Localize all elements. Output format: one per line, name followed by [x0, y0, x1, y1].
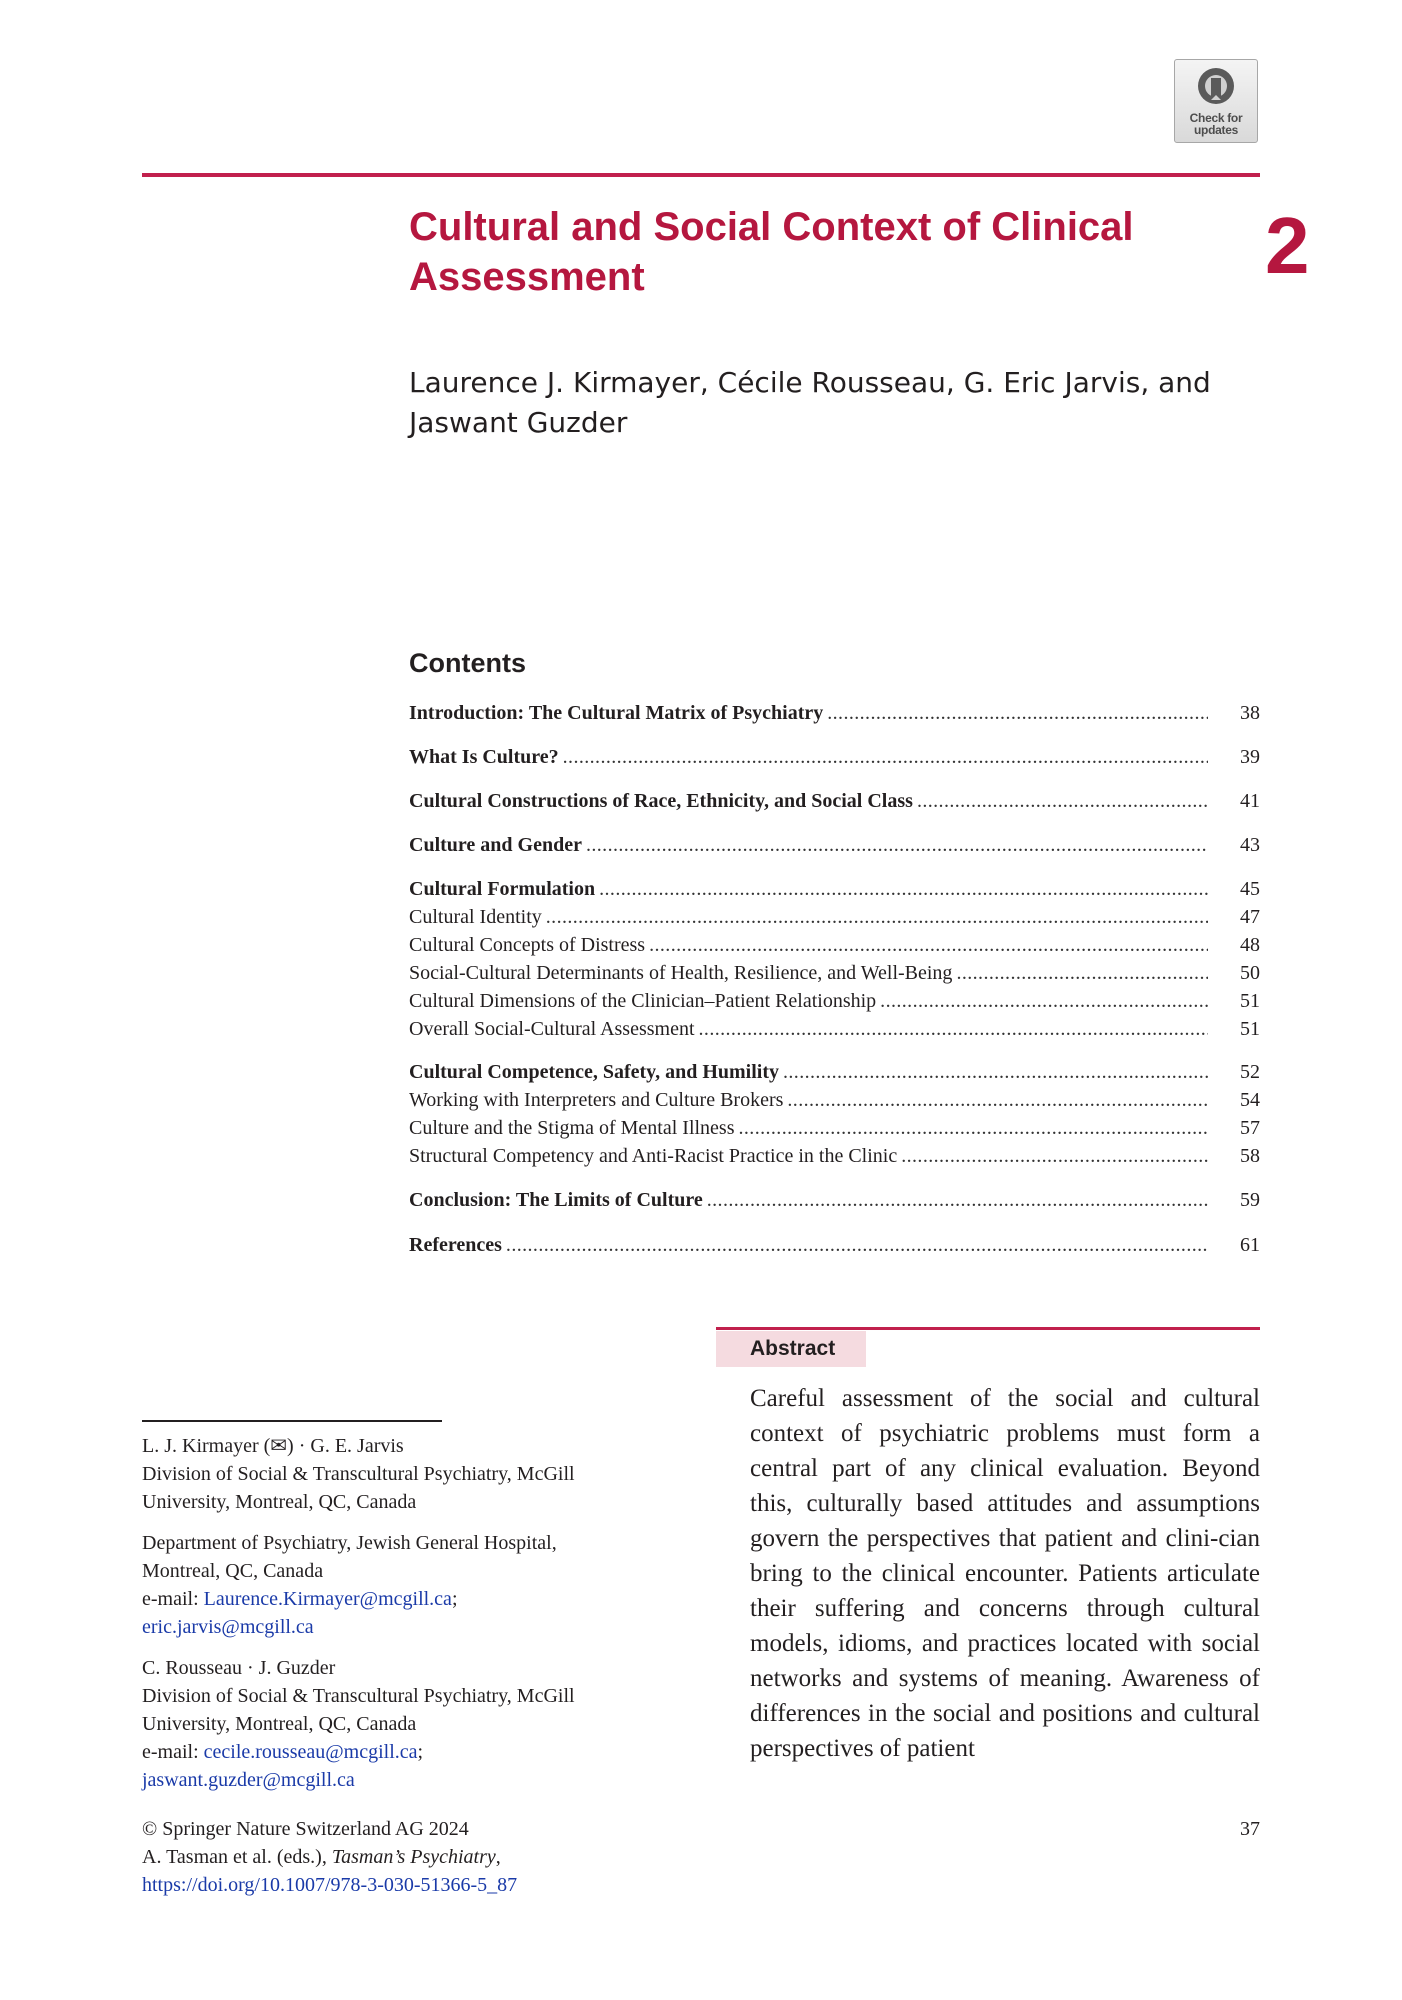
toc-entry[interactable] [409, 903, 1260, 931]
toc-entry-label: Cultural Constructions of Race, Ethnicity, and Social Class [409, 790, 913, 812]
badge-line-1: Check for [1189, 111, 1243, 125]
chapter-title: Cultural and Social Context of Clinical Assessment [409, 205, 1134, 299]
crossmark-icon [1196, 66, 1236, 106]
affiliation-block [142, 1654, 662, 1794]
toc-entry-label: Conclusion: The Limits of Culture [409, 1189, 703, 1211]
toc-entry-page: 50 [1240, 962, 1260, 984]
toc-entry-page: 51 [1240, 990, 1260, 1012]
toc-leader [739, 1114, 1209, 1142]
top-divider [142, 173, 1260, 177]
abstract-label: Abstract [716, 1331, 866, 1367]
toc-entry-label: Introduction: The Cultural Matrix of Psychiatry [409, 702, 824, 724]
toc-entry-page: 54 [1240, 1089, 1260, 1111]
email-prefix: e-mail: [142, 1741, 204, 1763]
toc-entry[interactable] [409, 875, 1260, 903]
toc-entry[interactable] [409, 1231, 1260, 1259]
toc-entry-label: Overall Social-Cultural Assessment [409, 1018, 695, 1040]
toc-leader [586, 831, 1208, 859]
toc-leader [563, 743, 1208, 771]
toc-entry-page: 41 [1240, 790, 1260, 812]
toc-entry-label: Working with Interpreters and Culture Brokers [409, 1089, 784, 1111]
toc-entry[interactable] [409, 787, 1260, 815]
toc-entry[interactable] [409, 1142, 1260, 1170]
affiliation-line: Department of Psychiatry, Jewish General Hospital, [142, 1532, 557, 1554]
toc-leader [699, 1015, 1208, 1043]
toc-entry-page: 52 [1240, 1061, 1260, 1083]
toc-leader [827, 699, 1208, 727]
abstract-divider [716, 1327, 1260, 1330]
email-link[interactable]: cecile.rousseau@mcgill.ca [203, 1741, 418, 1763]
toc-leader [783, 1058, 1208, 1086]
affiliation-line: Division of Social & Transcultural Psychiatry, McGill [142, 1685, 575, 1707]
toc-entry[interactable] [409, 1114, 1260, 1142]
toc-entry-label: Cultural Identity [409, 906, 542, 928]
email-line [142, 1738, 662, 1766]
toc-entry-page: 58 [1240, 1145, 1260, 1167]
toc-entry[interactable] [409, 931, 1260, 959]
toc-entry-page: 48 [1240, 934, 1260, 956]
toc-entry-page: 47 [1240, 906, 1260, 928]
toc-entry-label: Cultural Dimensions of the Clinician–Patient Relationship [409, 990, 877, 1012]
affiliation-line: University, Montreal, QC, Canada [142, 1491, 417, 1513]
badge-line-2: updates [1194, 123, 1238, 137]
affiliation-authors: L. J. Kirmayer (✉) · G. E. Jarvis [142, 1435, 404, 1457]
doi-link[interactable]: https://doi.org/10.1007/978-3-030-51366-5_87 [142, 1874, 518, 1896]
affiliation-block [142, 1529, 662, 1641]
abstract-text: Careful assessment of the social and cultural context of psychiatric problems must form a central part of any clinical evaluation. Beyond this, culturally based attitudes and assumptions govern the perspectives that patient and clini-cian bring to the clinical encounter. Patients articulate their suffering and concerns through cultural models, idioms, and practices located with social networks and systems of meaning. Awareness of differences in the social and positions and cultural perspectives of patient [750, 1385, 1260, 1762]
toc-entry-page: 59 [1240, 1189, 1260, 1211]
affiliation-authors: C. Rousseau · J. Guzder [142, 1657, 336, 1679]
toc-entry-label: References [409, 1234, 502, 1256]
toc-entry[interactable] [409, 1058, 1260, 1086]
chapter-authors: Laurence J. Kirmayer, Cécile Rousseau, G. Eric Jarvis, and Jaswant Guzder [409, 366, 1211, 439]
toc-entry-label: Cultural Competence, Safety, and Humility [409, 1061, 779, 1083]
email-prefix: e-mail: [142, 1588, 204, 1610]
citation-prefix: A. Tasman et al. (eds.), [142, 1846, 332, 1868]
toc-leader [649, 931, 1208, 959]
email-link[interactable]: Laurence.Kirmayer@mcgill.ca [203, 1588, 452, 1610]
copyright-line: © Springer Nature Switzerland AG 2024 [142, 1818, 469, 1840]
email-link[interactable]: eric.jarvis@mcgill.ca [142, 1616, 314, 1638]
toc-entry-label: Structural Competency and Anti-Racist Practice in the Clinic [409, 1145, 898, 1167]
citation-title: Tasman’s Psychiatry [331, 1846, 496, 1868]
citation-line [142, 1843, 842, 1871]
toc-entry[interactable] [409, 1086, 1260, 1114]
toc-entry[interactable] [409, 699, 1260, 727]
affiliation-line: Montreal, QC, Canada [142, 1560, 324, 1582]
toc-leader [599, 875, 1208, 903]
toc-entry-page: 57 [1240, 1117, 1260, 1139]
chapter-number: 2 [1265, 201, 1310, 290]
email-line [142, 1585, 662, 1613]
toc-entry-page: 39 [1240, 746, 1260, 768]
toc-leader [880, 987, 1208, 1015]
email-separator: ; [451, 1588, 458, 1610]
affiliation-line: University, Montreal, QC, Canada [142, 1713, 417, 1735]
citation-suffix: , [495, 1846, 501, 1868]
toc-entry[interactable] [409, 831, 1260, 859]
author-affiliations [142, 1432, 662, 1807]
toc-entry[interactable] [409, 1186, 1260, 1214]
page-number: 37 [1240, 1818, 1260, 1840]
toc-entry-label: Culture and the Stigma of Mental Illness [409, 1117, 735, 1139]
toc-leader [506, 1231, 1208, 1259]
toc-entry-page: 43 [1240, 834, 1260, 856]
toc-leader [707, 1186, 1208, 1214]
toc-entry-label: Social-Cultural Determinants of Health, Resilience, and Well-Being [409, 962, 953, 984]
toc-entry-label: What Is Culture? [409, 746, 559, 768]
check-for-updates-badge[interactable] [1174, 59, 1258, 143]
toc-leader [901, 1142, 1208, 1170]
email-separator: ; [417, 1741, 424, 1763]
toc-entry-label: Culture and Gender [409, 834, 582, 856]
toc-entry-page: 45 [1240, 878, 1260, 900]
toc-entry[interactable] [409, 743, 1260, 771]
toc-entry[interactable] [409, 987, 1260, 1015]
email-link[interactable]: jaswant.guzder@mcgill.ca [142, 1769, 355, 1791]
footnote-divider [142, 1420, 442, 1422]
toc-entry-page: 61 [1240, 1234, 1260, 1256]
affiliation-block [142, 1432, 662, 1516]
toc-leader [787, 1086, 1208, 1114]
toc-entry-page: 38 [1240, 702, 1260, 724]
contents-heading: Contents [409, 648, 526, 678]
toc-leader [546, 903, 1208, 931]
toc-entry-page: 51 [1240, 1018, 1260, 1040]
copyright-block [142, 1815, 842, 1899]
affiliation-line: Division of Social & Transcultural Psychiatry, McGill [142, 1463, 575, 1485]
toc-entry-label: Cultural Concepts of Distress [409, 934, 646, 956]
toc-entry[interactable] [409, 1015, 1260, 1043]
toc-leader [917, 787, 1208, 815]
toc-entry-label: Cultural Formulation [409, 878, 596, 900]
toc-leader [956, 959, 1208, 987]
toc-entry[interactable] [409, 959, 1260, 987]
